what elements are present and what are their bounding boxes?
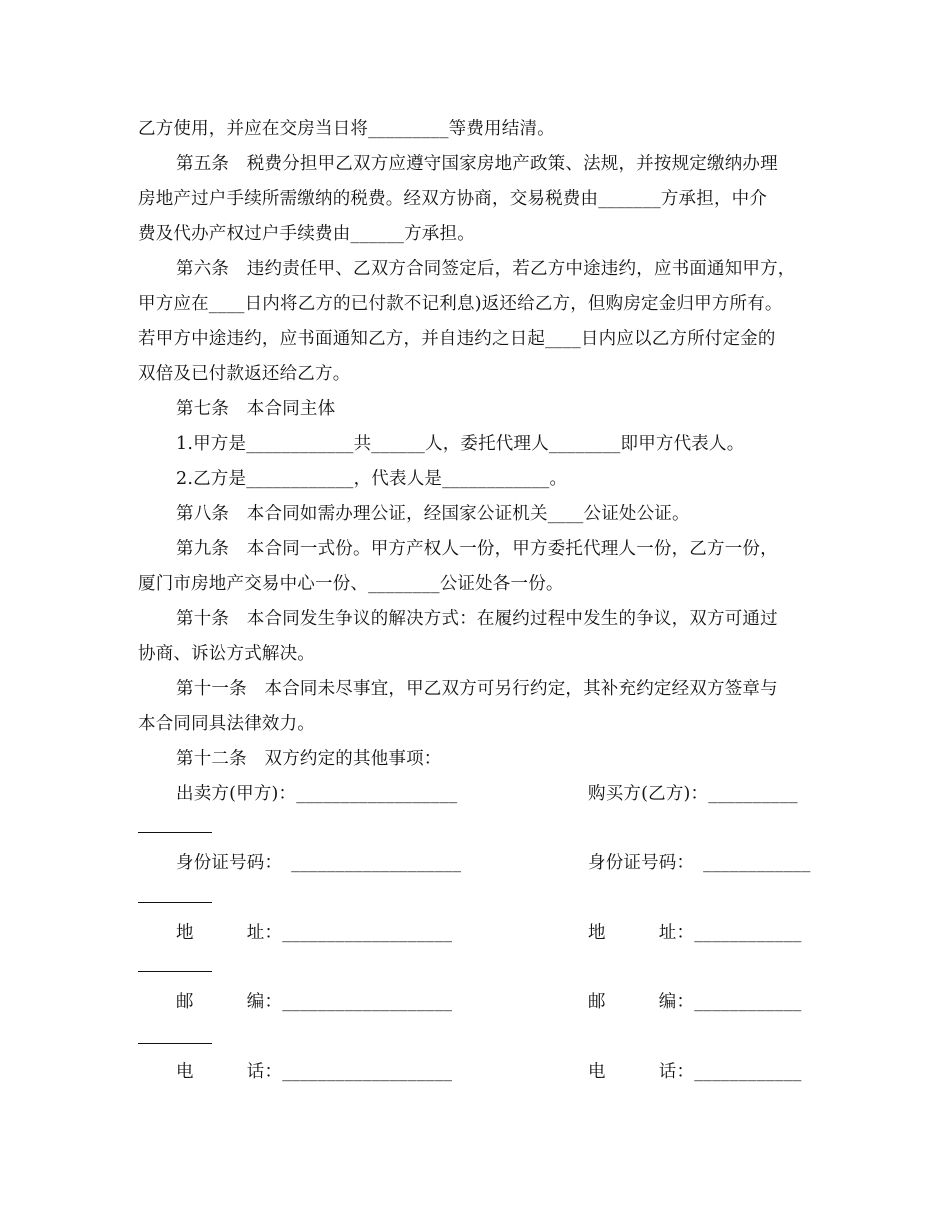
continuation-rule: [138, 971, 212, 972]
seller-id-field: 身份证号码： ___________________: [176, 853, 462, 873]
buyer-address-field: 地 址：____________: [588, 923, 802, 943]
continuation-rule: [138, 1043, 212, 1044]
buyer-zip-field: 邮 编：____________: [588, 992, 802, 1012]
article-12: 第十二条 双方约定的其他事项：: [176, 749, 442, 769]
text-line: 厦门市房地产交易中心一份、________公证处各一份。: [138, 574, 564, 594]
party-b-line: 2.乙方是____________，代表人是____________。: [176, 469, 568, 489]
text-line: 房地产过户手续所需缴纳的税费。经双方协商，交易税费由_______方承担，中介: [138, 189, 768, 209]
text-line: 若甲方中途违约，应书面通知乙方，并自违约之日起____日内应以乙方所付定金的: [138, 329, 776, 349]
continuation-rule: [138, 832, 212, 833]
article-11: 第十一条 本合同未尽事宜，甲乙双方可另行约定，其补充约定经双方签章与: [176, 679, 778, 699]
party-a-line: 1.甲方是____________共______人，委托代理人________即甲方代表人。: [176, 434, 745, 454]
seller-field: 出卖方(甲方)：__________________: [176, 784, 458, 804]
article-8: 第八条 本合同如需办理公证，经国家公证机关____公证处公证。: [176, 504, 690, 524]
text-line: 费及代办产权过户手续费由______方承担。: [138, 224, 475, 244]
buyer-id-field: 身份证号码： ____________: [588, 853, 811, 873]
seller-phone-field: 电 话：___________________: [176, 1062, 453, 1082]
continuation-rule: [138, 902, 212, 903]
buyer-field: 购买方(乙方)：__________: [588, 784, 798, 804]
seller-address-field: 地 址：___________________: [176, 923, 453, 943]
article-10: 第十条 本合同发生争议的解决方式：在履约过程中发生的争议，双方可通过: [176, 609, 778, 629]
text-line: 本合同同具法律效力。: [138, 714, 315, 734]
text-line: 乙方使用，并应在交房当日将_________等费用结清。: [138, 119, 555, 139]
text-line: 甲方应在____日内将乙方的已付款不记利息)返还给乙方，但购房定金归甲方所有。: [138, 294, 783, 314]
article-5: 第五条 税费分担甲乙双方应遵守国家房地产政策、法规，并按规定缴纳办理: [176, 154, 778, 174]
seller-zip-field: 邮 编：___________________: [176, 992, 453, 1012]
article-6: 第六条 违约责任甲、乙双方合同签定后，若乙方中途违约，应书面通知甲方，: [176, 259, 796, 279]
article-9: 第九条 本合同一式份。甲方产权人一份，甲方委托代理人一份，乙方一份，: [176, 539, 778, 559]
article-7: 第七条 本合同主体: [176, 399, 336, 419]
text-line: 协商、诉讼方式解决。: [138, 644, 315, 664]
buyer-phone-field: 电 话：____________: [588, 1062, 802, 1082]
text-line: 双倍及已付款返还给乙方。: [138, 364, 351, 384]
